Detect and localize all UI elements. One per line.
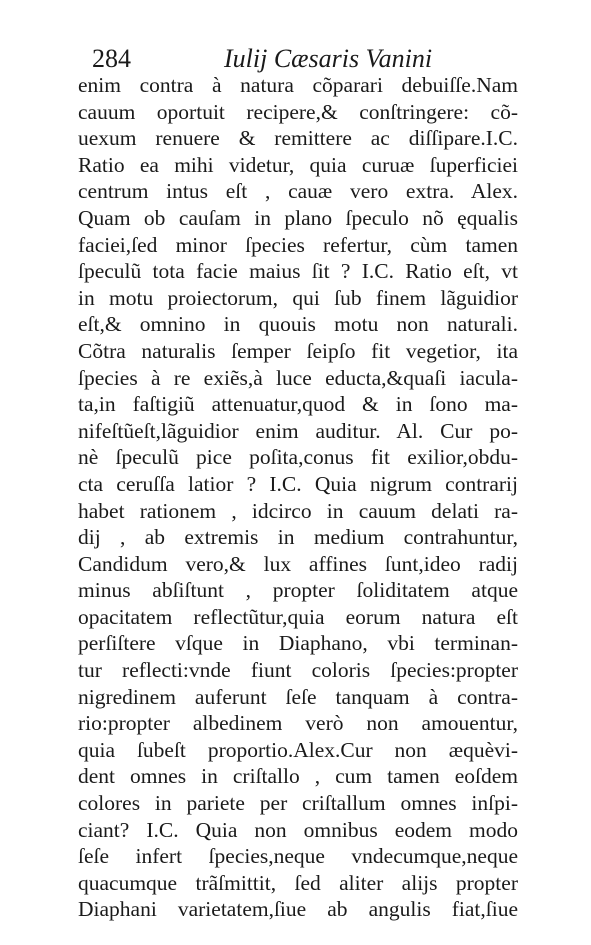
text-line: centrum intus eſt , cauæ vero extra. Alex.	[78, 179, 518, 204]
text-line: Diaphani varietatem,ſiue ab angulis fiat,ſiue	[78, 897, 518, 922]
text-line: nifeſtũeſt,lãguidior enim auditur. Al. Cur po-	[78, 418, 518, 443]
text-line: nigredinem auferunt ſeſe tanquam à contra-	[78, 684, 518, 709]
text-line: uexum renuere & remittere ac diſſipare.I.C.	[78, 126, 518, 151]
page-header	[92, 44, 492, 74]
body-text	[78, 72, 518, 923]
text-line: eſt,& omnino in quouis motu non naturali.	[78, 312, 518, 337]
text-line: ſpecies à re exiẽs,à luce educta,&quaſi iacula-	[78, 365, 518, 390]
text-line: in motu proiectorum, qui ſub finem lãguidior	[78, 285, 518, 310]
text-line: tur reflecti:vnde fiunt coloris ſpecies:propter	[78, 658, 518, 683]
text-line: ta,in faſtigiũ attenuatur,quod & in ſono ma-	[78, 392, 518, 417]
text-line: dent omnes in criſtallo , cum tamen eoſdem	[78, 764, 518, 789]
page-number: 284	[92, 44, 131, 73]
text-line: quacumque trãſmittit, ſed aliter alijs propter	[78, 870, 518, 895]
text-line: ſpeculũ tota facie maius ſit ? I.C. Ratio eſt, vt	[78, 259, 518, 284]
text-line: ciant? I.C. Quia non omnibus eodem modo	[78, 817, 518, 842]
text-line: colores in pariete per criſtallum omnes inſpi-	[78, 791, 518, 816]
text-line: Ratio ea mihi videtur, quia curuæ ſuperficiei	[78, 152, 518, 177]
text-line: minus abſiſtunt , propter ſoliditatem atque	[78, 578, 518, 603]
text-line: quia ſubeſt proportio.Alex.Cur non æquèvi-	[78, 737, 518, 762]
text-line: Cõtra naturalis ſemper ſeipſo fit vegetior, ita	[78, 338, 518, 363]
text-line: ſeſe infert ſpecies,neque vndecumque,neque	[78, 844, 518, 869]
running-head: Iulij Cæsaris Vanini	[224, 44, 433, 73]
text-line: cauum oportuit recipere,& conſtringere: cõ-	[78, 99, 518, 124]
text-line: Candidum vero,& lux affines ſunt,ideo radij	[78, 551, 518, 576]
text-line: cta ceruſſa latior ? I.C. Quia nigrum contrarij	[78, 471, 518, 496]
text-line: rio:propter albedinem verò non amouentur,	[78, 711, 518, 736]
text-line: perſiſtere vſque in Diaphano, vbi terminan-	[78, 631, 518, 656]
text-line: nè ſpeculũ pice poſita,conus fit exilior,obdu-	[78, 445, 518, 470]
text-line: Quam ob cauſam in plano ſpeculo nõ ęqualis	[78, 205, 518, 230]
text-line: enim contra à natura cõparari debuiſſe.Nam	[78, 73, 518, 97]
text-line: habet rationem , idcirco in cauum delati ra-	[78, 498, 518, 523]
text-line: dij , ab extremis in medium contrahuntur,	[78, 525, 518, 550]
text-line: faciei,ſed minor ſpecies refertur, cùm tamen	[78, 232, 518, 257]
text-line: opacitatem reflectũtur,quia eorum natura eſt	[78, 604, 518, 629]
